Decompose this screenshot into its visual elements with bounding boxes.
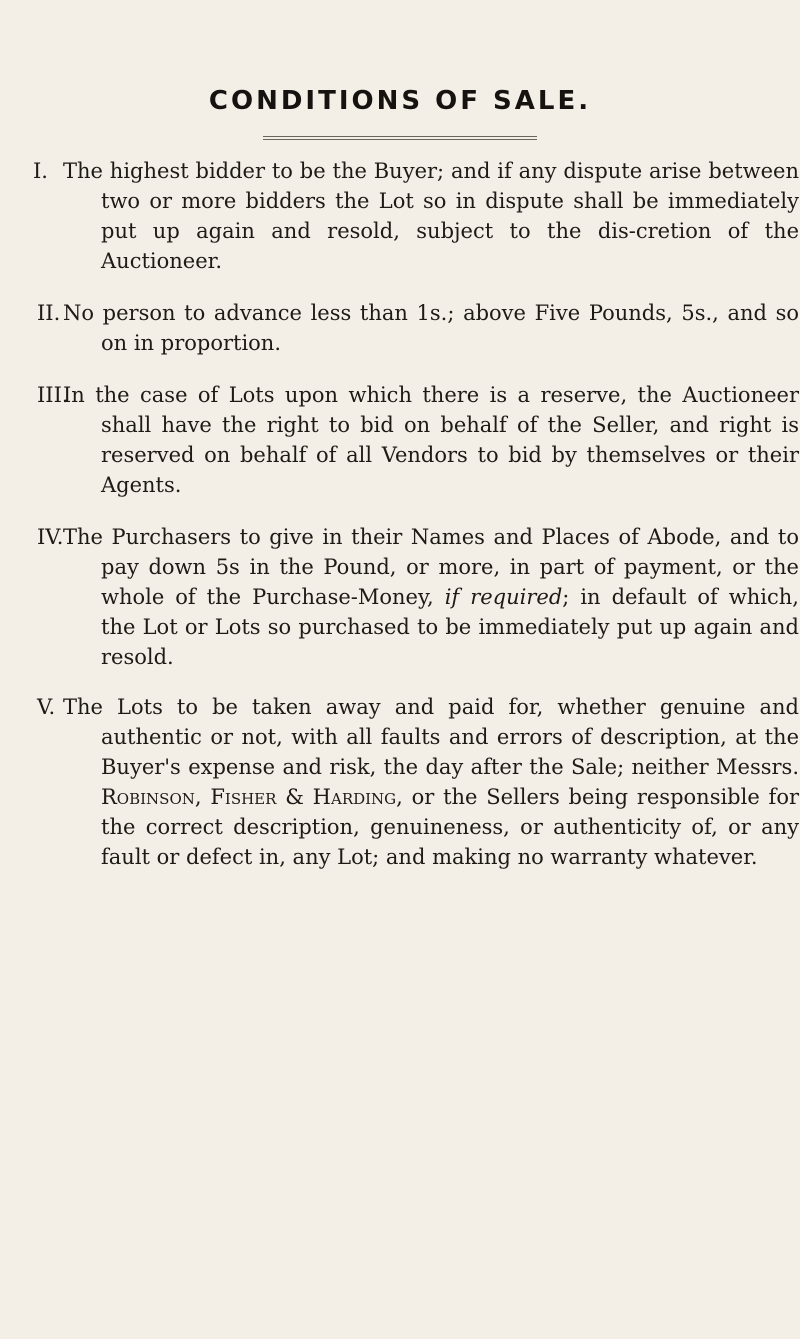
condition-text: In the case of Lots upon which there is a reserve, the Auctioneer shall have the right to bid on behalf of the Seller, and right is reserved on behalf of all Vendors to bid by themselves or their Agents.	[63, 383, 799, 497]
auctioneer-names: Robinson, Fisher & Harding	[101, 785, 397, 809]
condition-text-part: The Lots to be taken away and paid for, whether genuine and authentic or not, with all faults and errors of description, at the Buyer's expense and risk, the day after the Sale; neither Messrs.	[63, 695, 799, 779]
condition-number: II.	[37, 301, 61, 325]
condition-text	[63, 522, 799, 672]
condition-text: The highest bidder to be the Buyer; and if any dispute arise between two or more bidders the Lot so in dispute shall be immediately put up again and resold, subject to the dis-cretion of the Auctioneer.	[63, 159, 799, 273]
condition-text	[63, 692, 799, 872]
title-rule	[263, 136, 537, 140]
condition-text-part: ; in default of which, the Lot or Lots so purchased to be immediately put up again and resold.	[101, 585, 799, 669]
condition-number: IV.	[37, 525, 64, 549]
condition-text: No person to advance less than 1s.; above Five Pounds, 5s., and so on in proportion.	[63, 301, 799, 355]
page-title: CONDITIONS OF SALE.	[208, 86, 592, 116]
condition-number: I.	[33, 159, 48, 183]
condition-text-part: The Purchasers to give in their Names and Places of Abode, and to pay down 5s in the Pound, or more, in part of payment, or the whole of the Purchase-Money,	[63, 525, 799, 609]
condition-number: V.	[37, 695, 56, 719]
condition-text-part: , or the Sellers being responsible for the correct description, genuineness, or authenticity of, or any fault or defect in, any Lot; and making no warranty whatever.	[101, 785, 799, 869]
condition-number: III.	[37, 383, 69, 407]
condition-text-italic: if required	[444, 585, 563, 609]
